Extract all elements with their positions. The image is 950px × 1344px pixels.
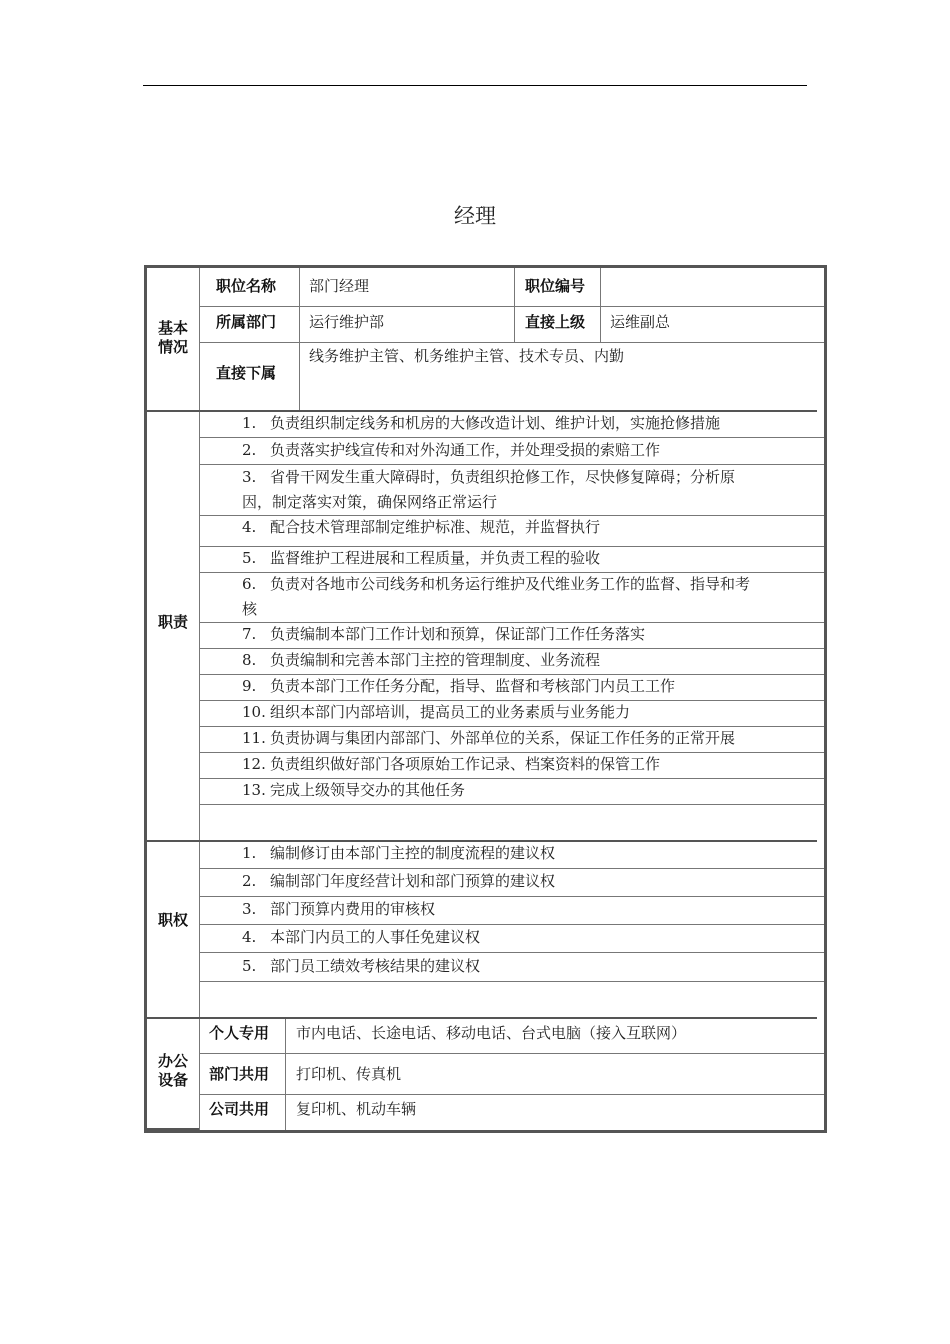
equipment-label-personal: 个人专用 [209,1024,270,1042]
superior-value: 运维副总 [610,313,671,331]
grid-line [200,952,824,953]
position-name-value: 部门经理 [309,277,370,295]
duty-item: 7. 负责编制本部门工作计划和预算，保证部门工作任务落实 [242,625,646,643]
section-label-duties: 职责 [157,613,188,631]
authority-item: 1. 编制修订由本部门主控的制度流程的建议权 [242,844,556,862]
subordinates-label: 直接下属 [216,364,277,382]
duty-item: 5. 监督维护工程进展和工程质量，并负责工程的验收 [242,549,601,567]
grid-line [514,268,515,342]
duty-item-continued: 因，制定落实对策，确保网络正常运行 [242,493,498,511]
duty-item: 13. 完成上级领导交办的其他任务 [242,781,466,799]
duty-item: 9. 负责本部门工作任务分配，指导、监督和考核部门内员工工作 [242,677,676,695]
duty-item: 6. 负责对各地市公司线务和机务运行维护及代维业务工作的监督、指导和考 [242,575,751,593]
job-description-table [144,265,827,1133]
grid-line [200,1094,824,1095]
position-name-label: 职位名称 [216,277,277,295]
section-divider [147,1017,817,1019]
equipment-value-department: 打印机、传真机 [296,1065,402,1083]
duty-item: 3. 省骨干网发生重大障碍时，负责组织抢修工作，尽快修复障碍；分析原 [242,468,736,486]
equipment-value-company: 复印机、机动车辆 [296,1100,417,1118]
authority-item: 5. 部门员工绩效考核结果的建议权 [242,957,481,975]
duty-item: 11. 负责协调与集团内部部门、外部单位的关系，保证工作任务的正常开展 [242,729,736,747]
grid-line [600,268,601,342]
authority-item: 4. 本部门内员工的人事任免建议权 [242,928,481,946]
equipment-label-company: 公司共用 [209,1100,270,1118]
equipment-label-department: 部门共用 [209,1065,270,1083]
section-label-basic: 基本 情况 [157,319,188,356]
grid-line [200,1053,824,1054]
section-label-equipment: 办公 设备 [157,1052,188,1089]
duty-item-continued: 核 [242,600,258,618]
grid-line [285,1019,286,1130]
grid-line [200,981,824,982]
grid-line [200,342,824,343]
grid-line [199,410,200,1130]
grid-line [200,306,824,307]
authority-item: 2. 编制部门年度经营计划和部门预算的建议权 [242,872,556,890]
duty-item: 8. 负责编制和完善本部门主控的管理制度、业务流程 [242,651,601,669]
department-value: 运行维护部 [309,313,385,331]
subordinates-value: 线务维护主管、机务维护主管、技术专员、内勤 [309,347,625,365]
superior-label: 直接上级 [525,313,586,331]
equipment-value-personal: 市内电话、长途电话、移动电话、台式电脑（接入互联网） [296,1024,687,1042]
duty-item: 4. 配合技术管理部制定维护标准、规范，并监督执行 [242,518,601,536]
header-rule [143,85,807,86]
page-title: 经理 [454,204,496,228]
department-label: 所属部门 [216,313,277,331]
position-code-label: 职位编号 [525,277,586,295]
duty-item: 12. 负责组织做好部门各项原始工作记录、档案资料的保管工作 [242,755,661,773]
section-label-authority: 职权 [157,911,188,929]
duty-item: 2. 负责落实护线宣传和对外沟通工作，并处理受损的索赔工作 [242,441,661,459]
duty-item: 1. 负责组织制定线务和机房的大修改造计划、维护计划，实施抢修措施 [242,414,721,432]
grid-line [299,268,300,410]
duty-item: 10. 组织本部门内部培训，提高员工的业务素质与业务能力 [242,703,631,721]
grid-line [147,1128,199,1130]
authority-item: 3. 部门预算内费用的审核权 [242,900,436,918]
grid-line [200,804,824,805]
